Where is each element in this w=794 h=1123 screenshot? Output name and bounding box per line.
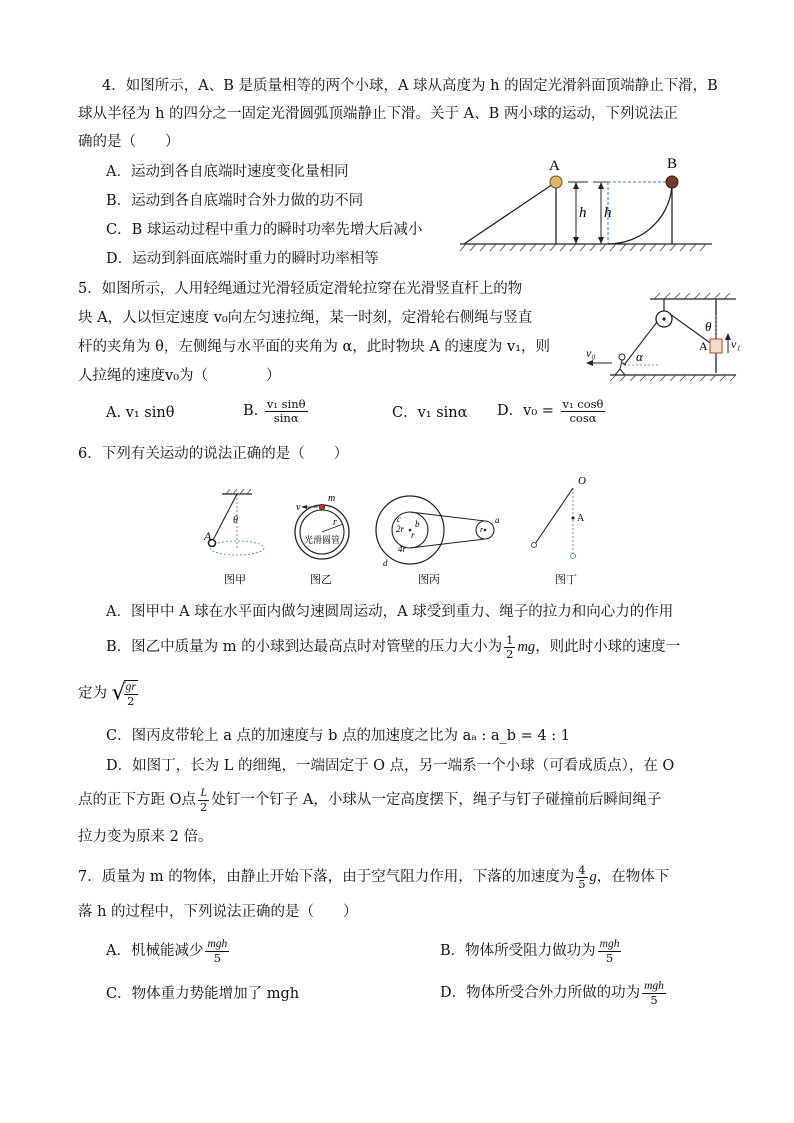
q4-figure	[458, 155, 714, 255]
q5-figure	[580, 293, 740, 383]
q5-option-b: B. $\frac{\text{v₁ sinθ}}{\sin\alpha}$	[243, 397, 306, 425]
q4-option-d: D．运动到斜面底端时重力的瞬时功率相等	[106, 251, 379, 267]
q5-stem-line2: 块 A，人以恒定速度 v₀向左匀速拉绳，某一时刻，定滑轮右侧绳与竖直	[78, 310, 533, 326]
svg-text:v: v	[296, 502, 301, 513]
q4-stem-line3: 确的是（ ）	[78, 134, 180, 150]
figure-jia-label: 图甲	[224, 574, 246, 586]
q6-stem: 6．下列有关运动的说法正确的是（ ）	[78, 446, 349, 462]
svg-text:r: r	[333, 517, 337, 528]
q5-stem-line1: 5．如图所示，人用轻绳通过光滑轻质定滑轮拉穿在光滑竖直杆上的物	[78, 281, 523, 297]
svg-text:光滑圆管: 光滑圆管	[304, 535, 341, 545]
figure-ding-label: 图丁	[555, 574, 577, 586]
q4-option-b: B．运动到各自底端时合外力做的功不同	[106, 193, 364, 209]
q5-stem-line3: 杆的夹角为 θ，左侧绳与水平面的夹角为 α，此时物块 A 的速度为 v₁，则	[78, 339, 551, 355]
label-b: B	[667, 156, 678, 172]
q4-option-c: C．B 球运动过程中重力的瞬时功率先增大后减小	[106, 222, 423, 238]
svg-text:b: b	[415, 519, 420, 529]
q6-option-a: A．图甲中 A 球在水平面内做匀速圆周运动，A 球受到重力、绳子的拉力和向心力的作用	[106, 604, 674, 620]
label-h-a: h	[579, 205, 587, 221]
figure-bing-label: 图丙	[418, 574, 440, 586]
svg-text:2r: 2r	[396, 524, 405, 534]
svg-text:θ: θ	[233, 515, 238, 526]
q7-stem-line2: 落 h 的过程中，下列说法正确的是（ ）	[78, 904, 358, 920]
q5-option-a: A. v₁ sinθ	[106, 405, 175, 421]
svg-text:A: A	[577, 513, 585, 524]
ball-b	[666, 176, 678, 188]
q7-option-c: C．物体重力势能增加了 mgh	[106, 986, 300, 1002]
q6-option-d-line1: D．如图丁，长为 L 的细绳，一端固定于 O 点，另一端系一个小球（可看成质点），在 O	[106, 758, 675, 774]
label-h-b: h	[604, 205, 612, 221]
svg-text:A: A	[204, 529, 212, 543]
q6-figures	[200, 475, 610, 588]
q7-option-d: D．物体所受合外力所做的功为 $\frac{\text{mgh}}{5}$	[440, 980, 664, 1007]
q5-v1: v₁	[731, 337, 741, 351]
q5-theta: θ	[705, 319, 712, 334]
q4-stem-line1: 4．如图所示，A、B 是质量相等的两个小球，A 球从高度为 h 的固定光滑斜面顶端静止下滑，B	[102, 78, 718, 94]
figure-ding	[532, 475, 587, 586]
q5-block-label: A	[699, 339, 708, 353]
q6-option-b: B．图乙中质量为 m 的小球到达最高点时对管壁的压力大小为 $\frac{1}{2}$ mg，则此时小球的速度一	[106, 633, 681, 661]
svg-text:a: a	[495, 515, 500, 525]
q4-stem-line2: 球从半径为 h 的四分之一固定光滑圆弧顶端静止下滑。关于 A、B 两小球的运动，下列说法正	[78, 106, 678, 122]
figure-bing	[376, 496, 500, 586]
q5-stem-line4: 人拉绳的速度v₀为（ ）	[78, 368, 281, 384]
figure-yi-label: 图乙	[310, 574, 332, 586]
ball-a	[550, 176, 562, 188]
label-a: A	[549, 158, 560, 174]
svg-text:c: c	[397, 514, 401, 524]
q7-option-a: A．机械能减少 $\frac{\text{mgh}}{5}$	[106, 938, 228, 965]
q5-v0: v₀	[586, 346, 596, 360]
q6-option-d-line2: 点的正下方距 O点 $\frac{L}{2}$ 处钉一个钉子 A，小球从一定高度摆下，绳子与钉子碰撞前后瞬间绳子	[78, 787, 662, 814]
q5-option-d: D．v₀ = $\frac{\text{v₁ cosθ}}{\cos\alpha}$	[497, 397, 604, 425]
q6-option-b-cont: 定为 √ $\frac{gr}{2}$	[78, 680, 136, 708]
q5-alpha: α	[636, 349, 643, 364]
figure-yi	[295, 493, 349, 586]
svg-text:4r: 4r	[398, 544, 407, 554]
svg-text:r: r	[480, 525, 484, 534]
q7-stem-line1: 7．质量为 m 的物体，由静止开始下落，由于空气阻力作用，下落的加速度为 $\frac{4}{5}$ g，在物体下	[78, 863, 670, 891]
svg-text:d: d	[383, 558, 388, 568]
figure-jia	[203, 489, 264, 586]
svg-text:m: m	[328, 493, 336, 504]
svg-text:O: O	[578, 475, 586, 487]
q6-option-c: C．图丙皮带轮上 a 点的加速度与 b 点的加速度之比为 aₐ : a_b = 4 : 1	[106, 728, 571, 744]
q6-option-d-line3: 拉力变为原来 2 倍。	[78, 829, 213, 845]
q5-option-c: C．v₁ sinα	[392, 405, 468, 421]
svg-text:r: r	[411, 530, 415, 540]
q7-option-b: B．物体所受阻力做功为 $\frac{\text{mgh}}{5}$	[440, 938, 620, 965]
q4-option-a: A．运动到各自底端时速度变化量相同	[106, 164, 349, 180]
